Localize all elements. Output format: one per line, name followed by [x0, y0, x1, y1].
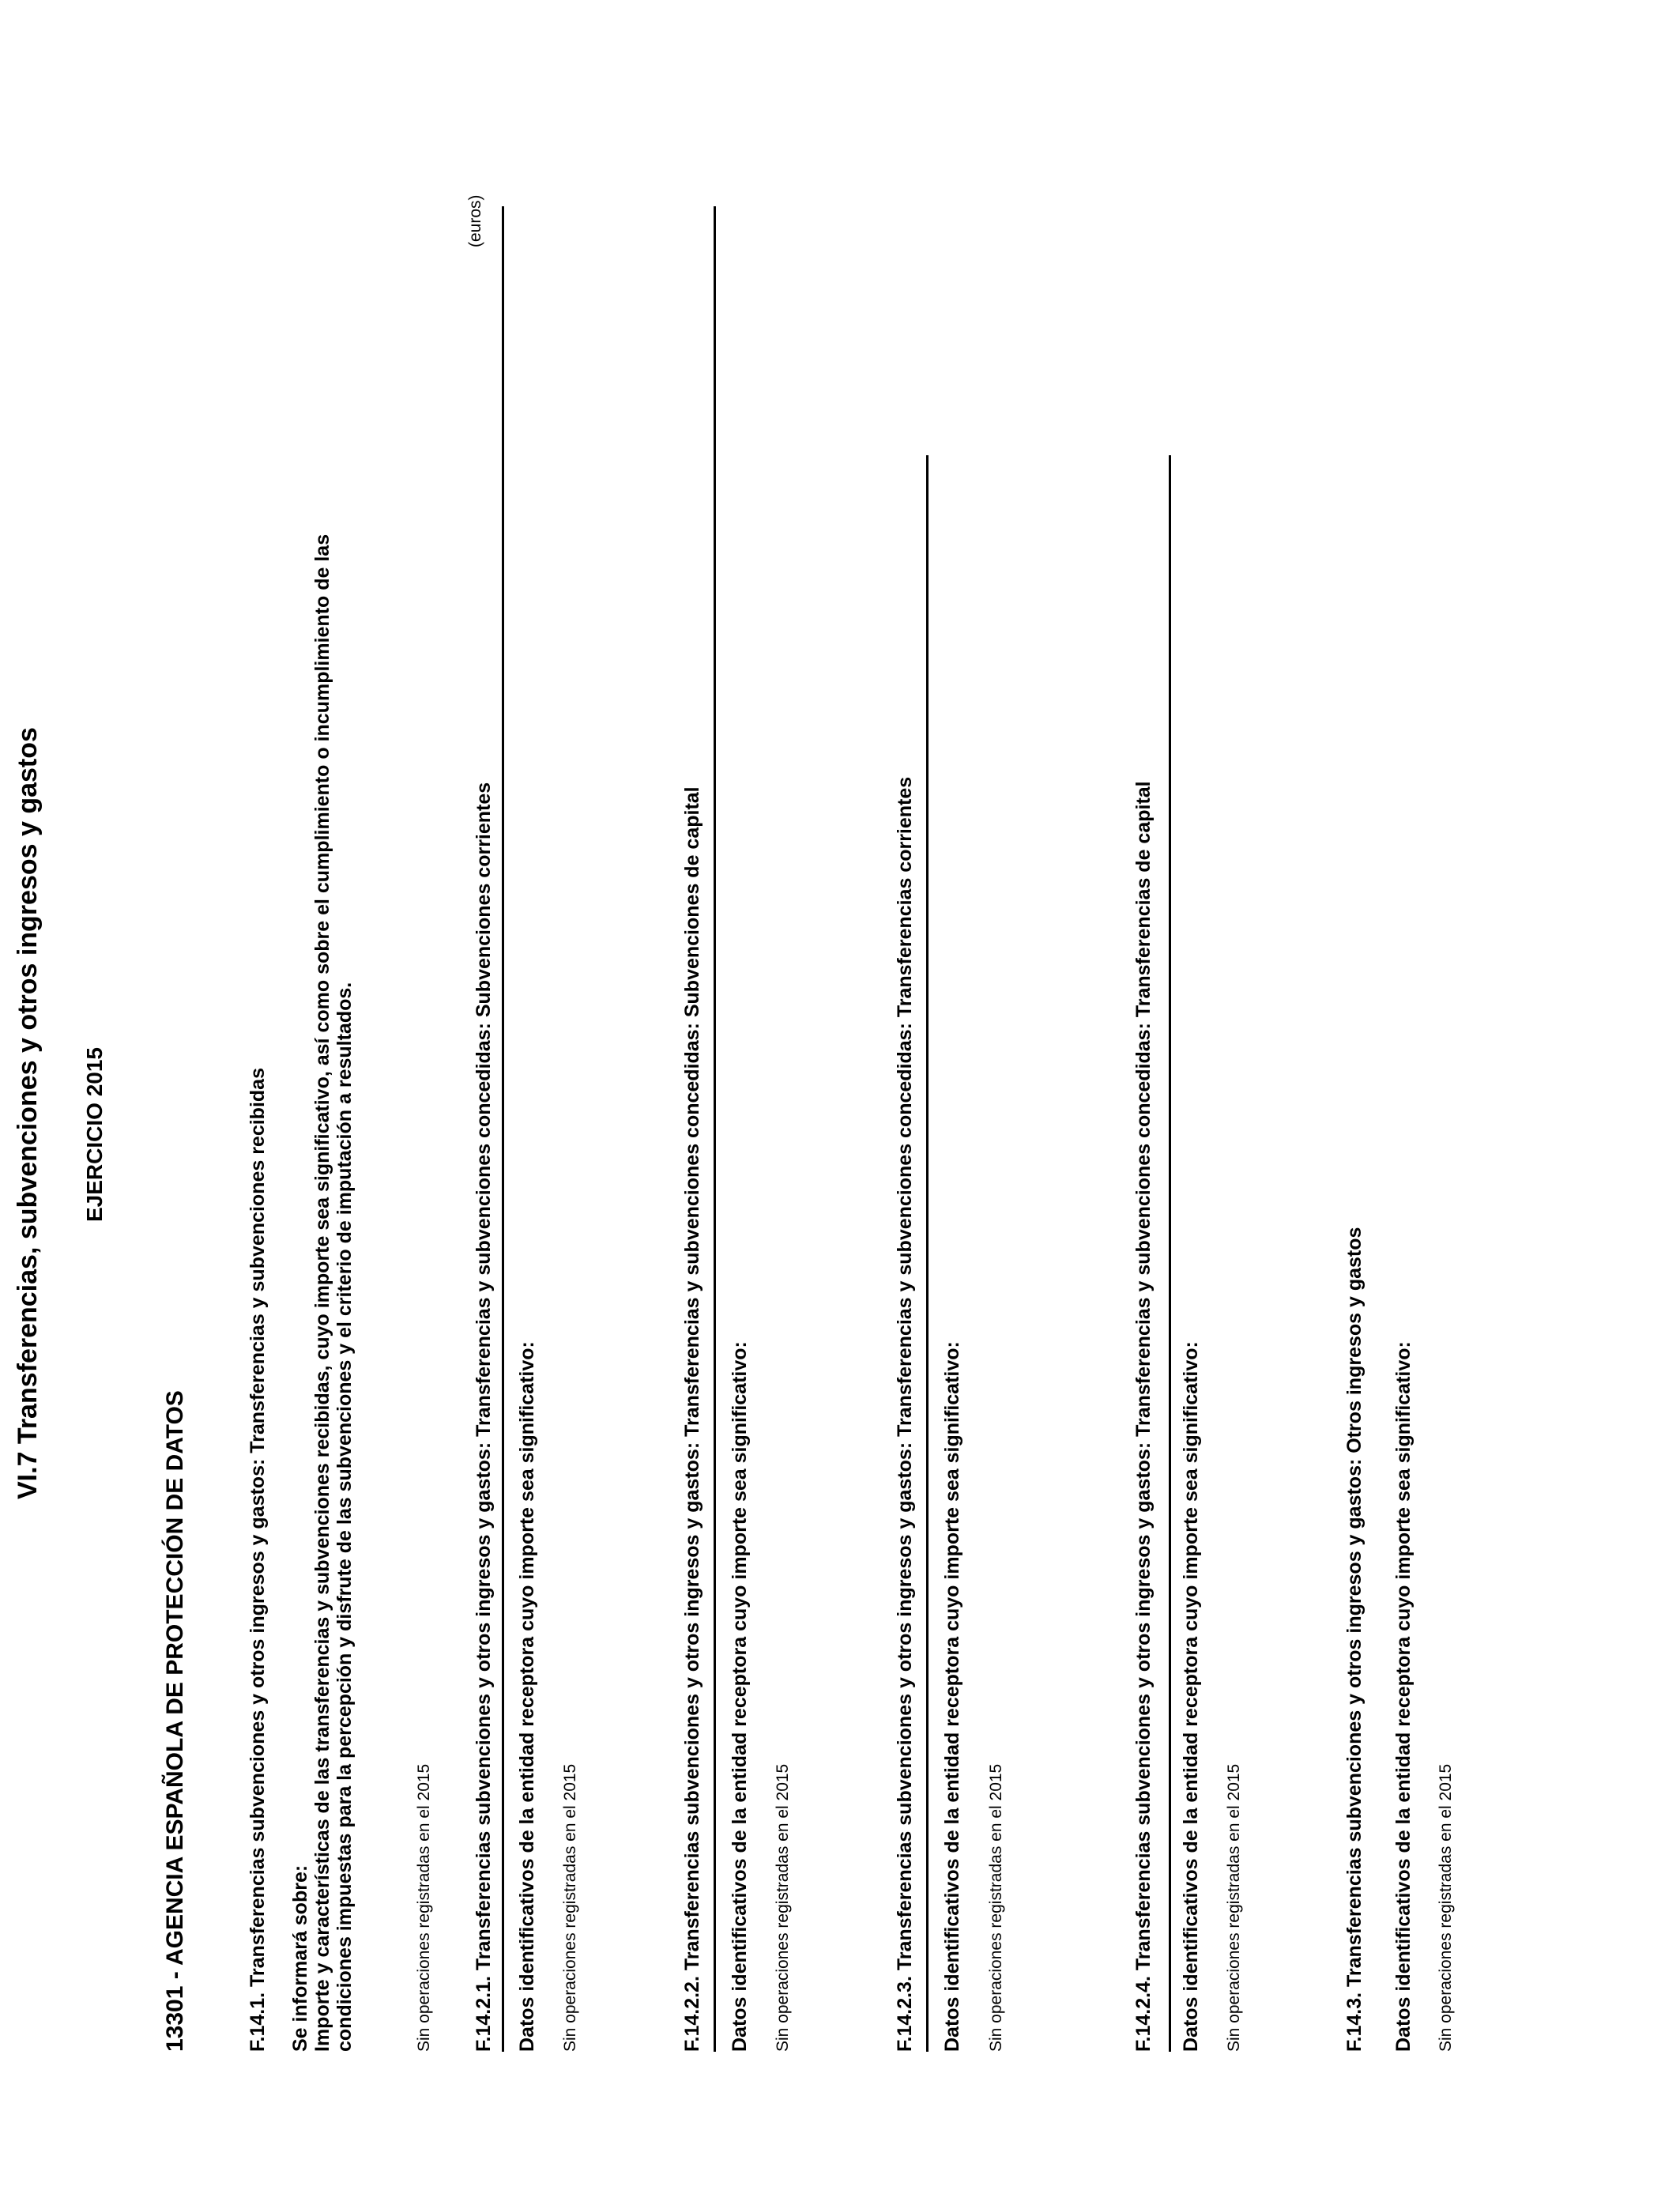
section-heading-f14224: F.14.2.4. Transferencias subvenciones y otros ingresos y gastos: Transferencias y subvenciones concedidas: Transferencias de capital: [1132, 781, 1155, 2052]
informara-line-2: condiciones impuestas para la percepción y disfrute de las subvenciones y el criterio de imputación a resultados.: [333, 982, 356, 2052]
section-heading-f141: F.14.1. Transferencias subvenciones y otros ingresos y gastos: Transferencias y subvenciones recibidas: [247, 1068, 269, 2052]
no-operations-note: Sin operaciones registradas en el 2015: [987, 1763, 1005, 2052]
section-rule: [502, 206, 504, 2052]
units-label: (euros): [466, 194, 484, 247]
informara-line-1: Importe y características de las transferencias y subvenciones recibidas, cuyo importe sea significativo, así como sobre el cumplimiento o incumplimiento de las: [311, 533, 333, 2052]
section-heading-f14221: F.14.2.1. Transferencias subvenciones y otros ingresos y gastos: Transferencias y subvenciones concedidas: Subvenciones corrientes: [473, 782, 495, 2052]
section-rule: [1169, 455, 1171, 2052]
no-operations-note: Sin operaciones registradas en el 2015: [774, 1763, 792, 2052]
no-operations-note: Sin operaciones registradas en el 2015: [561, 1763, 579, 2052]
no-operations-note: Sin operaciones registradas en el 2015: [1225, 1763, 1243, 2052]
section-rule: [926, 455, 929, 2052]
section-rule: [714, 206, 716, 2052]
page-title: VI.7 Transferencias, subvenciones y otros ingresos y gastos: [13, 727, 43, 1499]
recipient-label: Datos identificativos de la entidad receptora cuyo importe sea significativo:: [729, 1341, 751, 2052]
recipient-label: Datos identificativos de la entidad receptora cuyo importe sea significativo:: [516, 1341, 538, 2052]
entity-name: 13301 - AGENCIA ESPAÑOLA DE PROTECCIÓN DE DATOS: [162, 1390, 188, 2052]
recipient-label: Datos identificativos de la entidad receptora cuyo importe sea significativo:: [1180, 1341, 1202, 2052]
recipient-label: Datos identificativos de la entidad receptora cuyo importe sea significativo:: [941, 1341, 963, 2052]
no-operations-note: Sin operaciones registradas en el 2015: [415, 1763, 433, 2052]
informara-label: Se informará sobre:: [289, 1864, 311, 2052]
section-heading-f143: F.14.3. Transferencias subvenciones y otros ingresos y gastos: Otros ingresos y gastos: [1343, 1227, 1365, 2052]
section-heading-f14222: F.14.2.2. Transferencias subvenciones y otros ingresos y gastos: Transferencias y subvenciones concedidas: Subvenciones de capital: [681, 786, 703, 2052]
exercise-year: EJERCICIO 2015: [82, 1047, 107, 1222]
recipient-label: Datos identificativos de la entidad receptora cuyo importe sea significativo:: [1392, 1341, 1414, 2052]
no-operations-note: Sin operaciones registradas en el 2015: [1437, 1763, 1455, 2052]
section-heading-f14223: F.14.2.3. Transferencias subvenciones y otros ingresos y gastos: Transferencias y subvenciones concedidas: Transferencias corrientes: [894, 776, 916, 2052]
